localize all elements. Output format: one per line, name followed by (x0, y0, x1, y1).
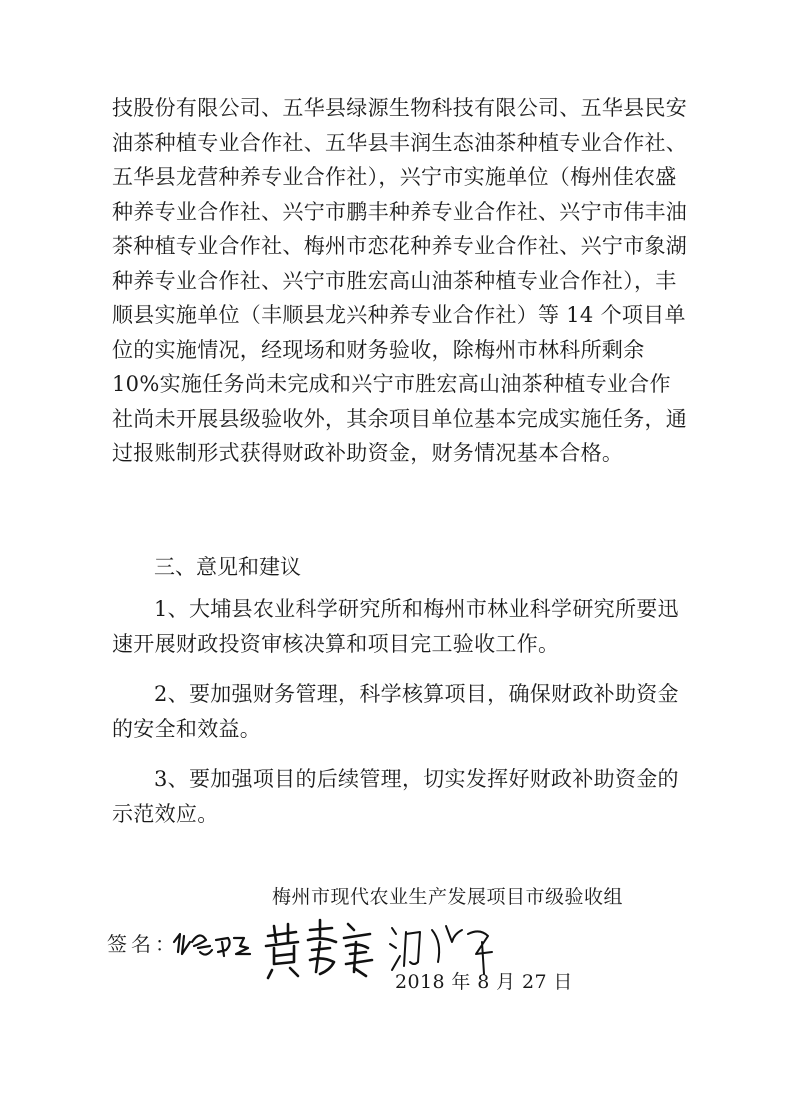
signature-3 (390, 926, 492, 974)
section-heading-opinions: 三、意见和建议 (154, 555, 301, 579)
signature-label: 签名： (107, 932, 179, 956)
body-paragraph-acceptance-status: 技股份有限公司、五华县绿源生物科技有限公司、五华县民安油茶种植专业合作社、五华县丰润生态油茶种植专业合作社、五华县龙营种养专业合作社），兴宁市实施单位（梅州佳农盛种养专业合作社、兴宁市鹏丰种养专业合作社、兴宁市伟丰油茶种植专业合作社、梅州市恋花种养专业合作社、兴宁市象湖种养专业合作社、兴宁市胜宏高山油茶种植专业合作社），丰顺县实施单位（丰顺县龙兴种养专业合作社）等 14 个项目单位的实施情况，经现场和财务验收，除梅州市林科所剩余 10%实施任务尚未完成和兴宁市胜宏高山油茶种植专业合作社尚未开展县级验收外，其余项目单位基本完成实施任务，通过报账制形式获得财政补助资金，财务情况基本合格。 (112, 96, 688, 465)
acceptance-group-name: 梅州市现代农业生产发展项目市级验收组 (272, 886, 624, 908)
signature-2 (266, 920, 372, 978)
suggestion-2: 2、要加强财务管理，科学核算项目，确保财政补助资金的安全和效益。 (112, 682, 679, 741)
signing-date: 2018 年 8 月 27 日 (395, 971, 573, 993)
suggestion-3: 3、要加强项目的后续管理，切实发挥好财政补助资金的示范效应。 (112, 767, 679, 826)
signature-1 (174, 934, 250, 956)
suggestion-1: 1、大埔县农业科学研究所和梅州市林业科学研究所要迅速开展财政投资审核决算和项目完工验收工作。 (112, 597, 679, 656)
